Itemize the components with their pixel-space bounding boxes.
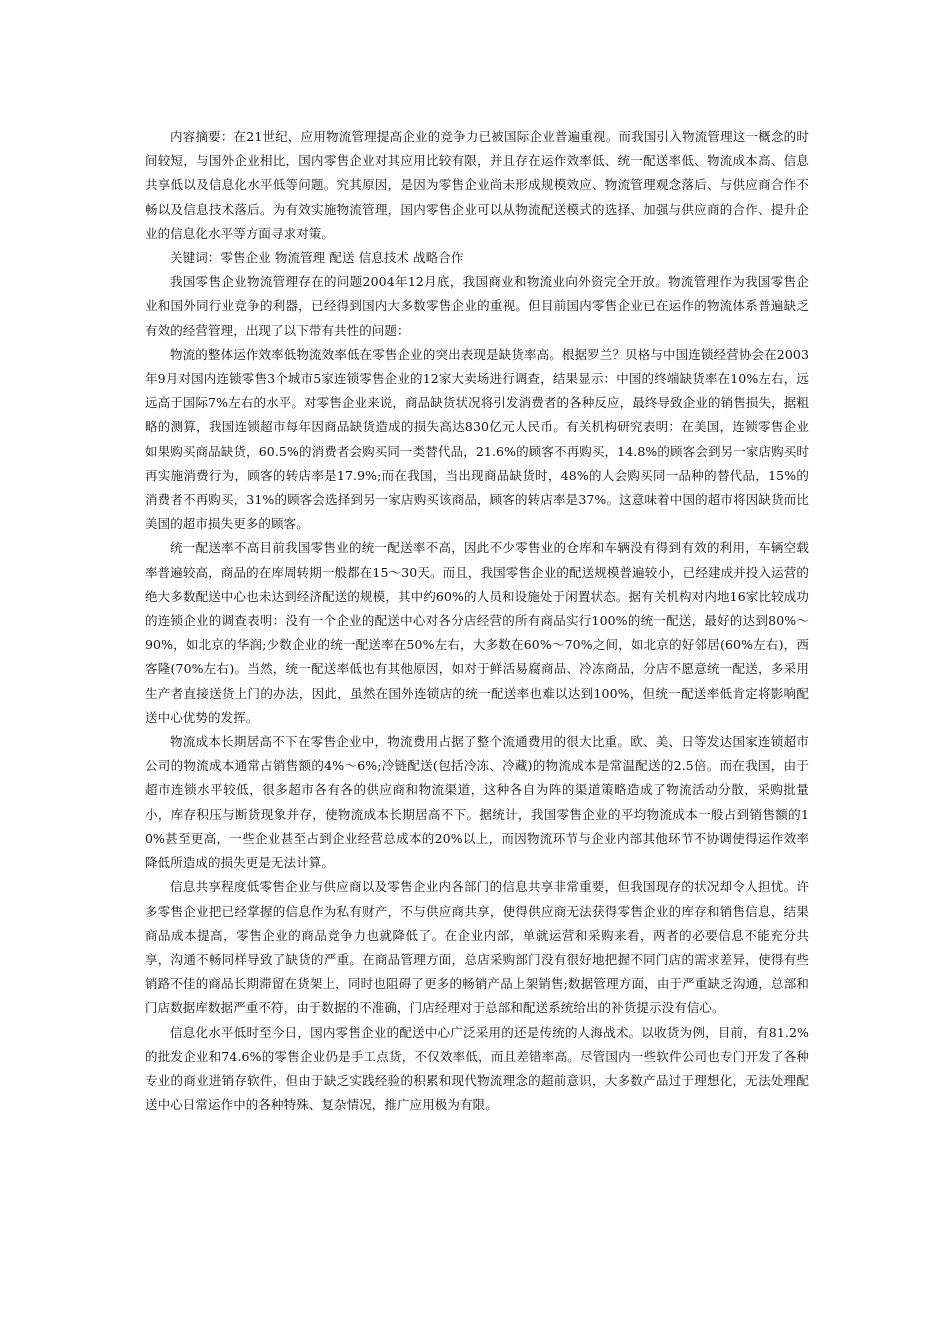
information-sharing-paragraph: 信息共享程度低零售企业与供应商以及零售企业内各部门的信息共享非常重要，但我国现存的状况却令人担忧。许多零售企业把已经掌握的信息作为私有财产，不与供应商共享，使得供应商无法获得零售企业的库存和销售信息，结果商品成本提高，零售企业的商品竞争力也就降低了。在企业内部，单就运营和采购来看，两者的必要信息不能充分共享，沟通不畅同样导致了缺货的严重。在商品管理方面，总店采购部门没有很好地把握不同门店的需求差异，使得有些销路不佳的商品长期滞留在货架上，同时也阻碍了更多的畅销产品上架销售;数据管理方面，由于严重缺乏沟通，总部和门店数据库数据严重不符，由于数据的不准确，门店经理对于总部和配送系统给出的补货提示没有信心。	[145, 879, 809, 1016]
keywords-paragraph: 关键词：零售企业 物流管理 配送 信息技术 战略合作	[170, 250, 464, 266]
logistics-cost-paragraph: 物流成本长期居高不下在零售企业中，物流费用占据了整个流通费用的很大比重。欧、美、日等发达国家连锁超市公司的物流成本通常占销售额的4%～6%;冷链配送(包括冷冻、冷藏)的物流成本是常温配送的2.5倍。而在我国，由于超市连锁水平较低，很多超市各有各的供应商和物流渠道，这种各自为阵的渠道策略造成了物流活动分散，采购批量小，库存积压与断货现象并存，使物流成本长期居高不下。据统计，我国零售企业的平均物流成本一般占到销售额的10%甚至更高，一些企业甚至占到企业经营总成本的20%以上，而因物流环节与企业内部其他环节不协调使得运作效率降低所造成的损失更是无法计算。	[145, 734, 809, 871]
intro-paragraph: 我国零售企业物流管理存在的问题2004年12月底，我国商业和物流业向外资完全开放。物流管理作为我国零售企业和国外同行业竞争的利器，已经得到国内大多数零售企业的重视。但目前国内零售企业已在运作的物流体系普遍缺乏有效的经营管理，出现了以下带有共性的问题：	[145, 274, 809, 338]
informatization-paragraph: 信息化水平低时至今日，国内零售企业的配送中心广泛采用的还是传统的人海战术。以收货为例，目前，有81.2%的批发企业和74.6%的零售企业仍是手工点货，不仅效率低，而且差错率高。尽管国内一些软件公司也专门开发了各种专业的商业进销存软件，但由于缺乏实践经验的积累和现代物流理念的超前意识，大多数产品过于理想化，无法处理配送中心日常运作中的各种特殊、复杂情况，推广应用极为有限。	[145, 1024, 809, 1113]
distribution-paragraph: 统一配送率不高目前我国零售业的统一配送率不高，因此不少零售业的仓库和车辆没有得到有效的利用，车辆空载率普遍较高，商品的在库周转期一般都在15～30天。而且，我国零售企业的配送规模普遍较小，已经建成并投入运营的绝大多数配送中心也未达到经济配送的规模，其中约60%的人员和设施处于闲置状态。据有关机构对内地16家比较成功的连锁企业的调查表明：没有一个企业的配送中心对各分店经营的所有商品实行100%的统一配送，最好的达到80%～90%，如北京的华润;少数企业的统一配送率在50%左右，大多数在60%～70%之间，如北京的好邻居(60%左右)，西客隆(70%左右)。当然，统一配送率低也有其他原因，如对于鲜活易腐商品、冷冻商品，分店不愿意统一配送，多采用生产者直接送货上门的办法，因此，虽然在国外连锁店的统一配送率也难以达到100%，但统一配送率低肯定将影响配送中心优势的发挥。	[145, 540, 809, 725]
document-body	[145, 125, 809, 1117]
abstract-paragraph: 内容摘要：在21世纪，应用物流管理提高企业的竞争力已被国际企业普遍重视。而我国引入物流管理这一概念的时间较短，与国外企业相比，国内零售企业对其应用比较有限，并且存在运作效率低、统一配送率低、物流成本高、信息共享低以及信息化水平低等问题。究其原因，是因为零售企业尚未形成规模效应、物流管理观念落后、与供应商合作不畅以及信息技术落后。为有效实施物流管理，国内零售企业可以从物流配送模式的选择、加强与供应商的合作、提升企业的信息化水平等方面寻求对策。	[145, 129, 809, 241]
efficiency-paragraph: 物流的整体运作效率低物流效率低在零售企业的突出表现是缺货率高。根据罗兰？贝格与中国连锁经营协会在2003年9月对国内连锁零售3个城市5家连锁零售企业的12家大卖场进行调查，结果显示：中国的终端缺货率在10%左右，远远高于国际7%左右的水平。对零售企业来说，商品缺货状况将引发消费者的各种反应，最终导致企业的销售损失，据粗略的测算，我国连锁超市每年因商品缺货造成的损失高达830亿元人民币。有关机构研究表明：在美国，连锁零售企业如果购买商品缺货，60.5%的消费者会购买同一类替代品，21.6%的顾客不再购买，14.8%的顾客会到另一家店购买时再实施消费行为，顾客的转店率是17.9%;而在我国，当出现商品缺货时，48%的人会购买同一品种的替代品，15%的消费者不再购买，31%的顾客会选择到另一家店购买该商品，顾客的转店率是37%。这意味着中国的超市将因缺货而比美国的超市损失更多的顾客。	[145, 346, 809, 532]
